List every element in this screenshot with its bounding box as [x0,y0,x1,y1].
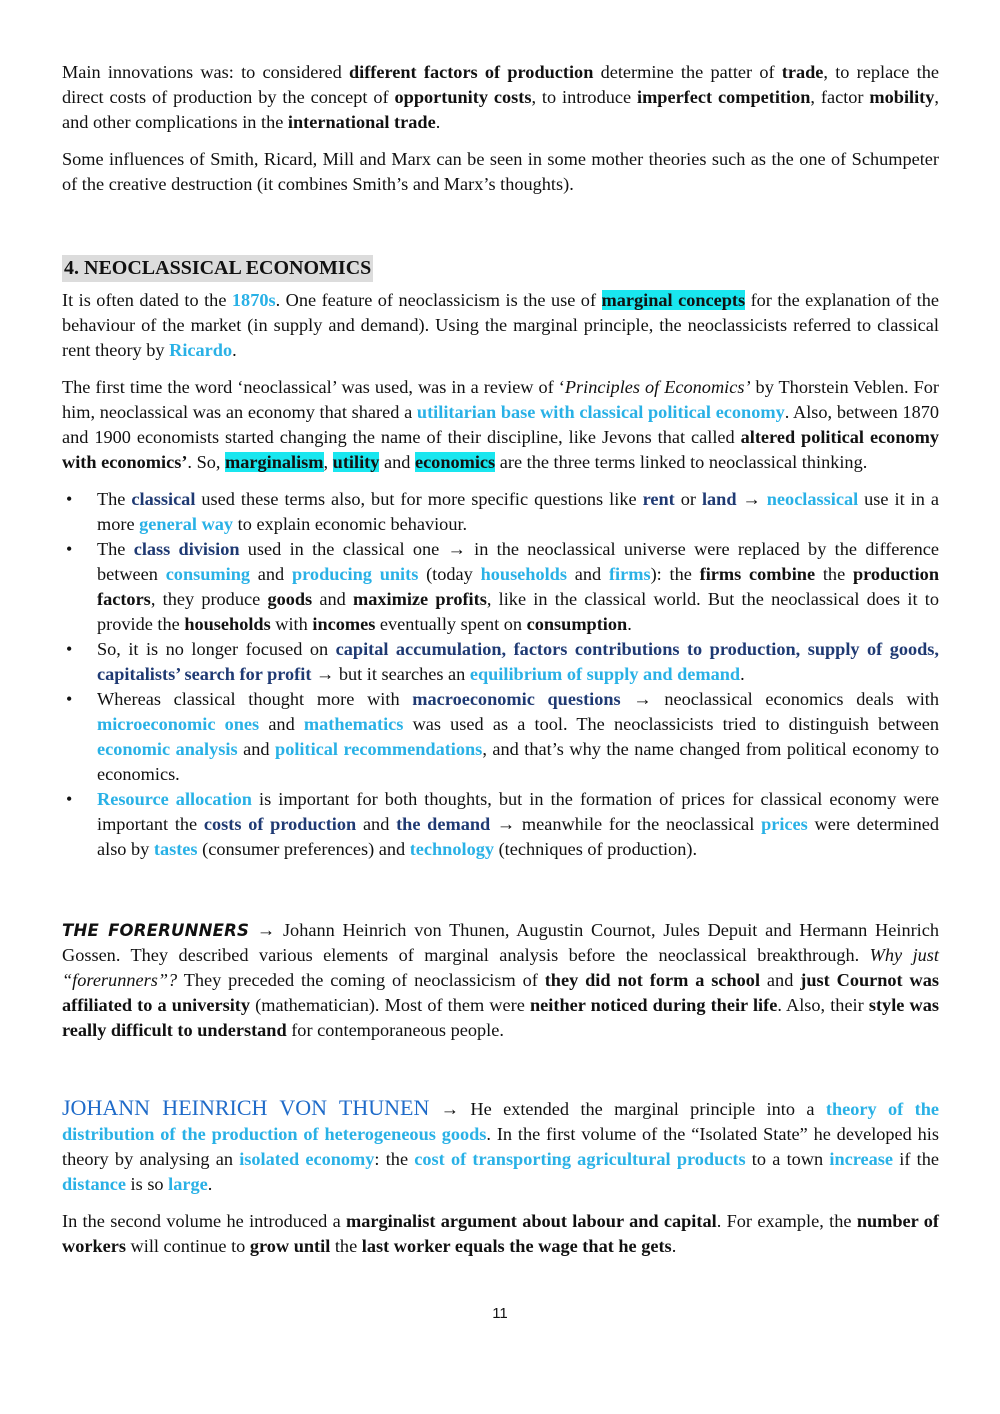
cyan-text: economic analysis [97,739,238,759]
bold-text: they did not form a school [544,970,761,990]
bold-text: production factors [97,564,939,609]
navy-text: macroeconomic questions [412,689,621,709]
navy-text: rent [642,489,675,509]
bold-text: altered political economy with economics’ [62,427,939,472]
bold-text: just Cournot was affiliated to a university [62,970,939,1015]
cyan-text: firms [608,564,651,584]
text: Main innovations was: to considered [62,62,349,82]
text: and [379,452,415,472]
text: , to replace the direct costs of production by the concept of [62,62,939,107]
paragraph-neoclassical-intro [62,288,939,363]
text: . One feature of neoclassicism is the use of [275,290,602,310]
bold-text: marginalist argument about labour and capital [346,1211,717,1231]
cyan-text: Resource allocation [97,789,252,809]
text: by Thorstein Veblen. For him, neoclassical was an economy that shared a [62,377,939,422]
section-title: 4. NEOCLASSICAL ECONOMICS [62,255,373,282]
paragraph-second-volume: In the second volume he introduced a marginalist argument about labour and capital. For example, the number of workers will continue to grow until the last worker equals the wage that he gets. [62,1211,939,1256]
bold-text: imperfect competition [636,87,811,107]
bullet-list [62,487,939,862]
page-number: 11 [492,1305,508,1322]
list-item: • So, it is no longer focused on capital accumulation, factors contributions to production, supply of goods, capitalists’ search for profit → but it searches an equilibrium of supply and demand. [62,637,939,687]
paragraph-forerunners: THE FORERUNNERS → Johann Heinrich von Thunen, Augustin Cournot, Jules Depuit and Hermann Heinrich Gossen. They described various elements of marginal analysis before the neoclassical breakthrough. Why just “forerunners”? They preceded the coming of neoclassicism of they did not form a school and just Cournot was affiliated to a university (mathematician). Most of them were neither noticed during their life. Also, their style was really difficult to understand for contemporaneous people. [62,920,940,1040]
cyan-text: tastes [153,839,198,859]
bold-text: households [184,614,271,634]
bold-text: mobility [869,87,935,107]
cyan-text: equilibrium of supply and demand [469,664,741,684]
navy-text: capital accumulation, factors contributions to production, supply of goods, capitalists’ search for profit [97,639,939,684]
cyan-text: neoclassical [766,489,859,509]
list-item: • Resource allocation is important for both thoughts, but in the formation of prices for classical economy were important the costs of production and the demand → meanwhile for the neoclassical prices were determined also by tastes (consumer preferences) and technology (techniques of production). [62,787,939,862]
thunen-heading: JOHANN HEINRICH VON THUNEN [62,1095,430,1120]
list-item: • The class division used in the classical one → in the neoclassical universe were replaced by the difference between consuming and producing units (today households and firms): the firms combine the production factors, they produce goods and maximize profits, like in the classical world. But the neoclassical does it to provide the households with incomes eventually spent on consumption. [62,537,939,637]
bold-text: consumption [526,614,628,634]
cyan-text: isolated economy [239,1149,375,1169]
cyan-text: 1870s [231,290,276,310]
text: are the three terms linked to neoclassical thinking. [495,452,868,472]
cyan-text: producing units [291,564,419,584]
cyan-text: utilitarian base with classical political economy [416,402,785,422]
bold-text: trade [781,62,824,82]
text: . [435,112,441,132]
cyan-text: Ricardo [169,340,233,360]
arrow-icon: → [736,489,767,509]
bold-text: incomes [312,614,376,634]
bold-text: goods [267,589,313,609]
list-item: • The classical used these terms also, but for more specific questions like rent or land → neoclassical use it in a more general way to explain economic behaviour. [62,487,939,537]
cyan-text: microeconomic ones [97,714,260,734]
text: . So, [187,452,226,472]
cyan-text: technology [409,839,494,859]
bold-text: maximize profits [353,589,487,609]
cyan-text: distance [62,1174,126,1194]
list-item: • Whereas classical thought more with macroeconomic questions → neoclassical economics deals with microeconomic ones and mathematics was used as a tool. The neoclassicists tried to distinguish between economic analysis and political recommendations, and that’s why the name changed from political economy to economics. [62,687,939,787]
text: . [232,340,237,360]
cyan-text: theory of the distribution of the production of heterogeneous goods [62,1099,939,1144]
paragraph-thunen: JOHANN HEINRICH VON THUNEN → He extended the marginal principle into a theory of the distribution of the production of heterogeneous goods. In the first volume of the “Isolated State” he developed his theory by analysing an isolated economy: the cost of transporting agricultural products to a town increase if the distance is so large. [62,1095,939,1194]
bold-text: international trade [287,112,436,132]
paragraph-innovations [62,60,939,135]
text: , and other complications in the [62,87,939,132]
cyan-text: households [480,564,567,584]
italic-text: Why just “forerunners”? [62,945,939,990]
bold-text: style was really difficult to understand [62,995,939,1040]
text: The first time the word ‘neoclassical’ was used, was in a review of ‘ [62,377,565,397]
highlighted-text: marginalism [225,452,324,472]
document-page [62,60,939,1259]
paragraph-influences: Some influences of Smith, Ricard, Mill and Marx can be seen in some mother theories such as the one of Schumpeter of the creative destruction (it combines Smith’s and Marx’s thoughts). [62,149,939,194]
bold-text: number of workers [62,1211,939,1256]
text: It is often dated to the [62,290,232,310]
italic-text: Principles of Economics’ [564,377,751,397]
cyan-text: prices [761,814,808,834]
bold-text: firms combine [699,564,816,584]
cyan-text: increase [829,1149,894,1169]
text: , factor [810,87,870,107]
bold-text: neither noticed during their life [530,995,778,1015]
highlighted-text: economics [414,452,496,472]
bold-text: different factors of production [348,62,594,82]
forerunners-heading: THE FORERUNNERS [62,921,250,940]
cyan-text: cost of transporting agricultural products [414,1149,746,1169]
navy-text: class division [133,539,240,559]
text: , [323,452,333,472]
bold-text: grow until [249,1236,331,1256]
cyan-text: consuming [165,564,251,584]
highlighted-text: utility [332,452,380,472]
cyan-text: political recommendations [275,739,483,759]
bold-text: opportunity costs [394,87,532,107]
paragraph-word-neoclassical [62,375,939,475]
navy-text: classical [131,489,196,509]
text: . Also, between 1870 and 1900 economists started changing the name of their discipline, like Jevons that called [62,402,939,447]
navy-text: land [701,489,737,509]
cyan-text: general way [139,514,234,534]
navy-text: the demand [396,814,491,834]
text: determine the patter of [593,62,782,82]
cyan-text: large [168,1174,208,1194]
highlighted-text: marginal concepts [601,290,746,310]
cyan-text: mathematics [303,714,404,734]
navy-text: costs of production [203,814,357,834]
bold-text: last worker equals the wage that he gets [361,1236,672,1256]
text: , to introduce [531,87,637,107]
text: for the explanation of the behaviour of the market (in supply and demand). Using the marginal principle, the neoclassicists referred to classical rent theory by [62,290,939,360]
